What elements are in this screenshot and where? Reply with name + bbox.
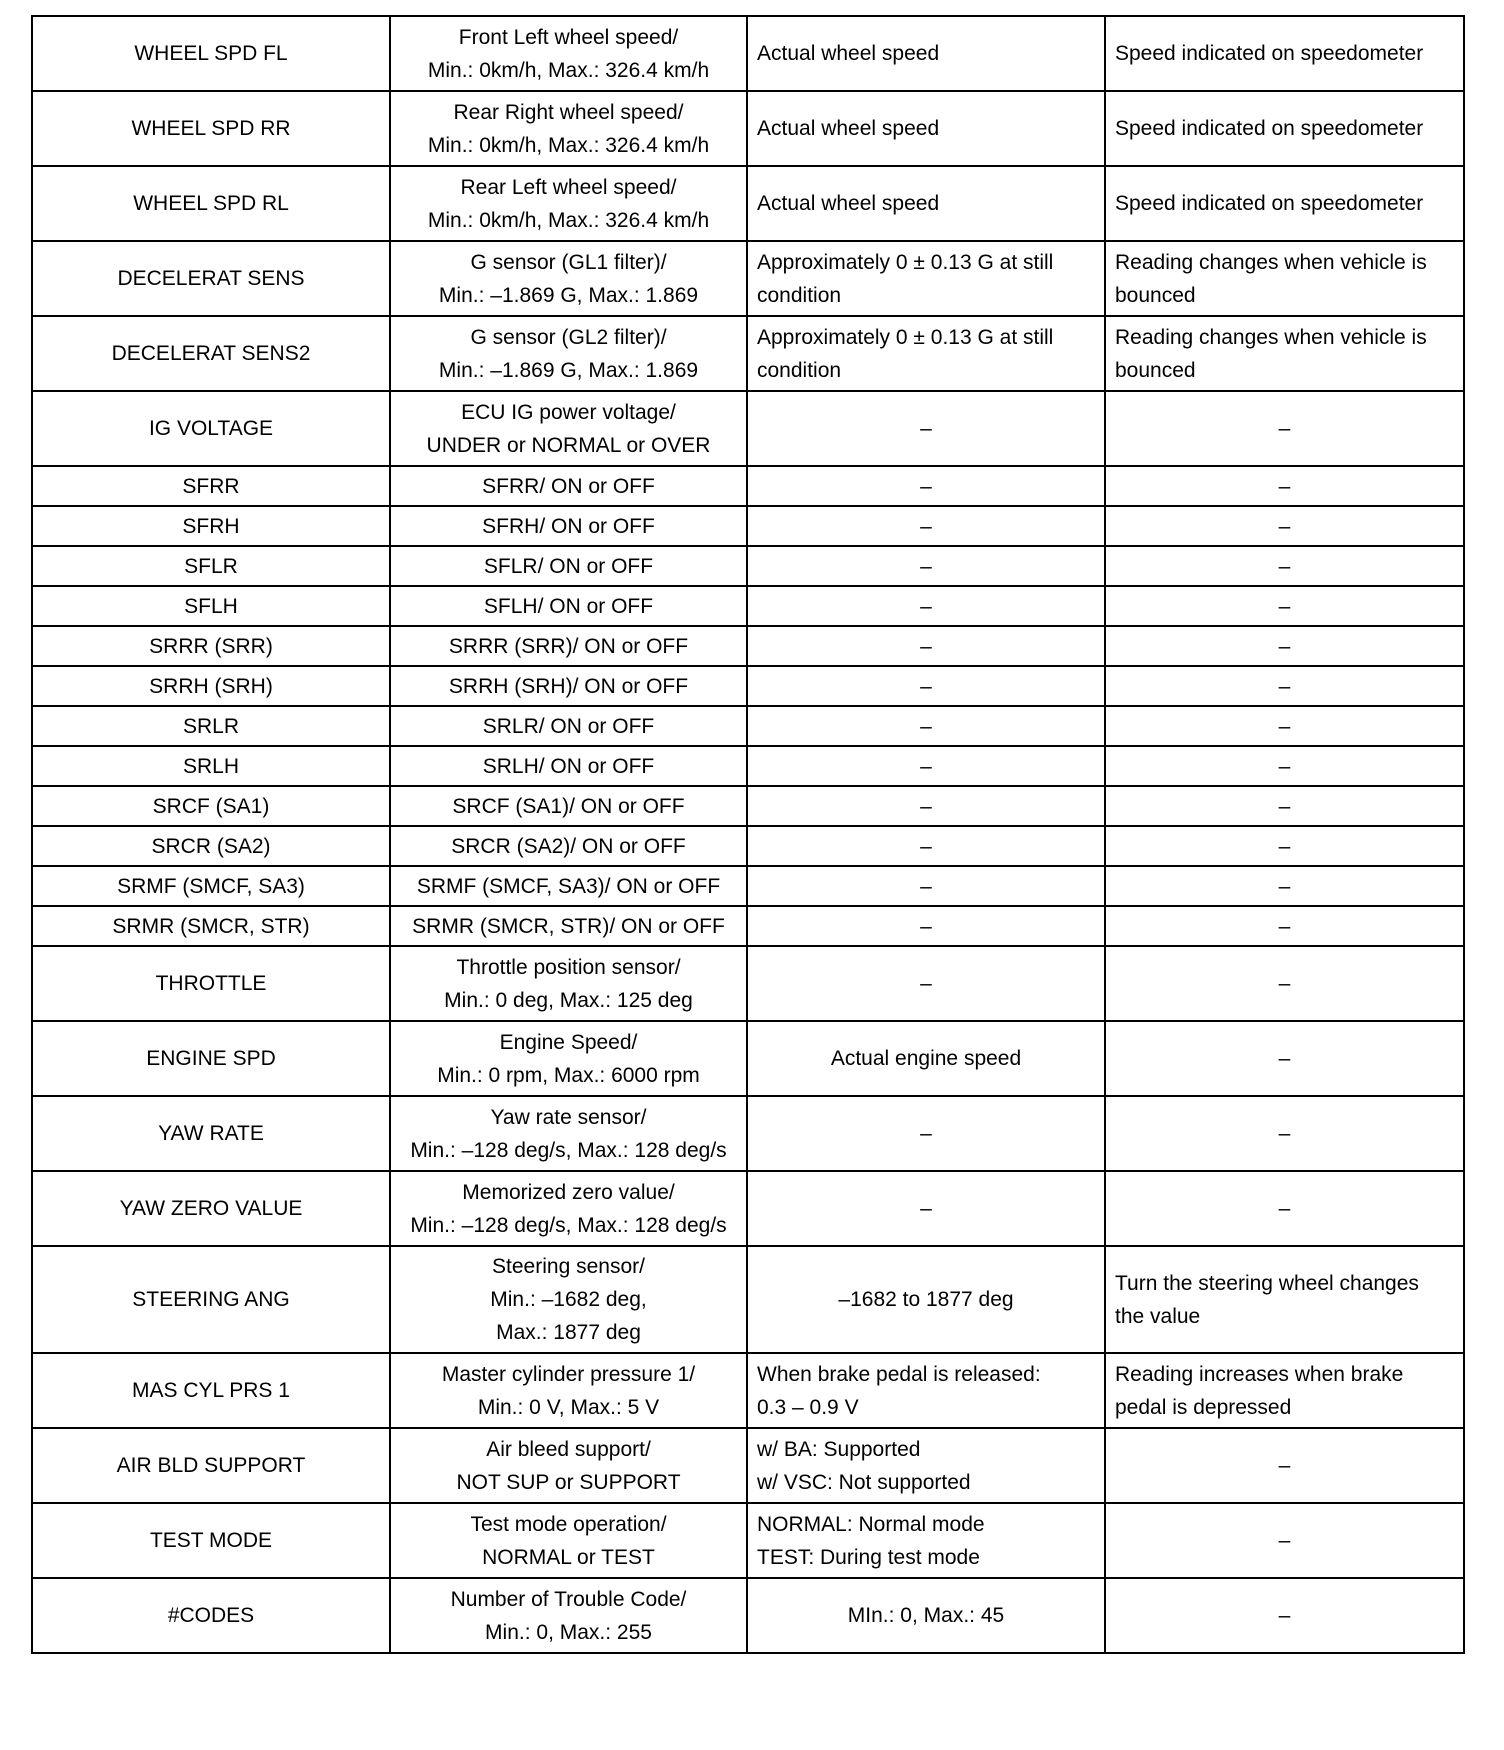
- diagnostic-note-cell-line: –: [1278, 514, 1291, 538]
- item-name-cell: SRCF (SA1): [32, 786, 390, 826]
- diagnostic-note-cell-line: Reading changes when vehicle is: [1115, 250, 1427, 274]
- diagnostic-note-cell-line: –: [1278, 794, 1291, 818]
- table-row: [32, 866, 1464, 906]
- normal-condition-cell-line: –: [920, 634, 932, 658]
- table-row: [32, 746, 1464, 786]
- range-cell-line: Master cylinder pressure 1/: [441, 1362, 696, 1386]
- item-name-cell: STEERING ANG: [32, 1246, 390, 1353]
- normal-condition-cell: [747, 546, 1105, 586]
- range-cell-line: Min.: –1.869 G, Max.: 1.869: [438, 283, 699, 307]
- normal-condition-cell: [747, 466, 1105, 506]
- range-cell: [390, 166, 747, 241]
- range-cell: [390, 786, 747, 826]
- normal-condition-cell-line: –: [920, 1197, 932, 1220]
- normal-condition-cell-line: –: [920, 417, 932, 440]
- table-row: [32, 1428, 1464, 1503]
- item-name-cell: IG VOLTAGE: [32, 391, 390, 466]
- normal-condition-cell-line: –: [920, 1122, 932, 1145]
- normal-condition-cell-line: –: [920, 594, 932, 618]
- diagnostic-note-cell-line: Speed indicated on speedometer: [1115, 117, 1424, 140]
- table-row: [32, 16, 1464, 91]
- range-cell-line: Engine Speed/: [499, 1030, 638, 1054]
- range-cell-line: Min.: 0km/h, Max.: 326.4 km/h: [427, 58, 710, 82]
- range-cell-line: SFLR/ ON or OFF: [483, 554, 654, 578]
- range-cell: [390, 626, 747, 666]
- range-cell-line: SRLR/ ON or OFF: [482, 714, 655, 738]
- diagnostic-note-cell: [1105, 1096, 1464, 1171]
- table-row: [32, 1503, 1464, 1578]
- normal-condition-cell: [747, 666, 1105, 706]
- normal-condition-cell: [747, 241, 1105, 316]
- range-cell: [390, 1246, 747, 1353]
- normal-condition-cell: [747, 1503, 1105, 1578]
- item-name-cell: WHEEL SPD RR: [32, 91, 390, 166]
- diagnostic-note-cell: [1105, 241, 1464, 316]
- table-row: [32, 586, 1464, 626]
- range-cell-line: SRRH (SRH)/ ON or OFF: [448, 674, 689, 698]
- diagnostic-note-cell: [1105, 866, 1464, 906]
- normal-condition-cell-line: –: [920, 794, 932, 818]
- normal-condition-cell: [747, 626, 1105, 666]
- table-row: [32, 906, 1464, 946]
- item-name-cell: SRMF (SMCF, SA3): [32, 866, 390, 906]
- diagnostic-note-cell-line: –: [1278, 1529, 1291, 1552]
- normal-condition-cell: [747, 866, 1105, 906]
- range-cell: [390, 1578, 747, 1653]
- range-cell: [390, 506, 747, 546]
- range-cell: [390, 1171, 747, 1246]
- normal-condition-cell: [747, 506, 1105, 546]
- diagnostic-note-cell-line: bounced: [1115, 358, 1196, 382]
- range-cell-line: Test mode operation/: [470, 1512, 667, 1536]
- diagnostic-note-cell: [1105, 166, 1464, 241]
- table-row: [32, 666, 1464, 706]
- table-row: [32, 391, 1464, 466]
- diagnostic-note-cell-line: Reading increases when brake: [1115, 1362, 1404, 1386]
- normal-condition-cell: [747, 1096, 1105, 1171]
- range-cell: [390, 826, 747, 866]
- item-name-cell: MAS CYL PRS 1: [32, 1353, 390, 1428]
- diagnostic-note-cell: [1105, 1578, 1464, 1653]
- range-cell-line: Min.: –128 deg/s, Max.: 128 deg/s: [410, 1138, 727, 1162]
- range-cell: [390, 586, 747, 626]
- table-row: [32, 546, 1464, 586]
- range-cell-line: Throttle position sensor/: [456, 955, 681, 979]
- normal-condition-cell: [747, 391, 1105, 466]
- diagnostic-note-cell-line: –: [1278, 1047, 1291, 1070]
- normal-condition-cell-line: –: [920, 554, 932, 578]
- item-name-cell: TEST MODE: [32, 1503, 390, 1578]
- diagnostic-note-cell: [1105, 946, 1464, 1021]
- range-cell-line: Min.: 0km/h, Max.: 326.4 km/h: [427, 133, 710, 157]
- diagnostic-note-cell: [1105, 546, 1464, 586]
- item-name-cell: YAW ZERO VALUE: [32, 1171, 390, 1246]
- normal-condition-cell-line: MIn.: 0, Max.: 45: [847, 1604, 1005, 1627]
- range-cell-line: Min.: 0 V, Max.: 5 V: [477, 1395, 660, 1419]
- item-name-cell: SRMR (SMCR, STR): [32, 906, 390, 946]
- normal-condition-cell: [747, 706, 1105, 746]
- table-row: [32, 946, 1464, 1021]
- normal-condition-cell-line: –1682 to 1877 deg: [838, 1288, 1014, 1311]
- diagnostic-note-cell-line: –: [1278, 754, 1291, 778]
- diagnostic-note-cell: [1105, 666, 1464, 706]
- diagnostic-note-cell-line: Reading changes when vehicle is: [1115, 325, 1427, 349]
- diagnostic-note-cell: [1105, 586, 1464, 626]
- diagnostic-note-cell: [1105, 826, 1464, 866]
- diagnostic-note-cell-line: Speed indicated on speedometer: [1115, 192, 1424, 215]
- range-cell: [390, 946, 747, 1021]
- range-cell-line: G sensor (GL1 filter)/: [470, 250, 667, 274]
- normal-condition-cell: [747, 16, 1105, 91]
- range-cell-line: Number of Trouble Code/: [450, 1587, 687, 1611]
- normal-condition-cell-line: –: [920, 972, 932, 995]
- table-row: [32, 166, 1464, 241]
- item-name-cell: WHEEL SPD FL: [32, 16, 390, 91]
- normal-condition-cell-line: –: [920, 674, 932, 698]
- range-cell-line: Min.: –1.869 G, Max.: 1.869: [438, 358, 699, 382]
- item-name-cell: YAW RATE: [32, 1096, 390, 1171]
- diagnostic-note-cell: [1105, 91, 1464, 166]
- diagnostic-note-cell-line: the value: [1115, 1304, 1201, 1328]
- normal-condition-cell-line: –: [920, 874, 932, 898]
- diagnostic-note-cell-line: –: [1278, 914, 1291, 938]
- table-row: [32, 316, 1464, 391]
- range-cell-line: ECU IG power voltage/: [461, 400, 676, 424]
- range-cell: [390, 866, 747, 906]
- table-row: [32, 241, 1464, 316]
- normal-condition-cell: [747, 316, 1105, 391]
- range-cell: [390, 1353, 747, 1428]
- normal-condition-cell: [747, 826, 1105, 866]
- range-cell-line: Min.: 0, Max.: 255: [485, 1620, 652, 1644]
- range-cell-line: SRLH/ ON or OFF: [482, 754, 655, 778]
- table-row: [32, 706, 1464, 746]
- range-cell: [390, 16, 747, 91]
- normal-condition-cell: [747, 166, 1105, 241]
- diagnostic-note-cell-line: –: [1278, 1454, 1291, 1477]
- diagnostic-note-cell: [1105, 1428, 1464, 1503]
- diagnostic-note-cell: [1105, 391, 1464, 466]
- normal-condition-cell: [747, 1021, 1105, 1096]
- normal-condition-cell-line: w/ VSC: Not supported: [757, 1470, 971, 1494]
- item-name-cell: SFRH: [32, 506, 390, 546]
- table-row: [32, 1246, 1464, 1353]
- range-cell-line: Rear Right wheel speed/: [453, 100, 684, 124]
- diagnostic-note-cell-line: –: [1278, 417, 1291, 440]
- normal-condition-cell: [747, 906, 1105, 946]
- range-cell-line: Max.: 1877 deg: [496, 1321, 641, 1344]
- normal-condition-cell-line: 0.3 – 0.9 V: [757, 1395, 859, 1419]
- normal-condition-cell: [747, 1171, 1105, 1246]
- normal-condition-cell-line: Actual wheel speed: [757, 192, 940, 215]
- item-name-cell: SFLR: [32, 546, 390, 586]
- range-cell-line: NOT SUP or SUPPORT: [456, 1470, 681, 1494]
- diagnostic-note-cell-line: pedal is depressed: [1115, 1395, 1292, 1419]
- item-name-cell: SRCR (SA2): [32, 826, 390, 866]
- normal-condition-cell-line: When brake pedal is released:: [757, 1362, 1041, 1386]
- range-cell: [390, 391, 747, 466]
- normal-condition-cell-line: –: [920, 714, 932, 738]
- diagnostic-note-cell: [1105, 16, 1464, 91]
- diagnostic-note-cell-line: bounced: [1115, 283, 1196, 307]
- diagnostic-note-cell-line: –: [1278, 1604, 1291, 1627]
- table-row: [32, 1578, 1464, 1653]
- range-cell: [390, 91, 747, 166]
- normal-condition-cell: [747, 946, 1105, 1021]
- diagnostic-note-cell-line: –: [1278, 834, 1291, 858]
- range-cell-line: SRCF (SA1)/ ON or OFF: [452, 794, 685, 818]
- item-name-cell: ENGINE SPD: [32, 1021, 390, 1096]
- normal-condition-cell: [747, 746, 1105, 786]
- item-name-cell: SRRR (SRR): [32, 626, 390, 666]
- range-cell-line: Min.: 0km/h, Max.: 326.4 km/h: [427, 208, 710, 232]
- diagnostic-note-cell-line: –: [1278, 874, 1291, 898]
- range-cell-line: Rear Left wheel speed/: [460, 175, 677, 199]
- range-cell-line: SFRH/ ON or OFF: [482, 514, 655, 538]
- item-name-cell: #CODES: [32, 1578, 390, 1653]
- table-row: [32, 506, 1464, 546]
- normal-condition-cell-line: –: [920, 514, 932, 538]
- item-name-cell: THROTTLE: [32, 946, 390, 1021]
- normal-condition-cell: [747, 586, 1105, 626]
- normal-condition-cell-line: Approximately 0 ± 0.13 G at still: [757, 325, 1054, 349]
- item-name-cell: WHEEL SPD RL: [32, 166, 390, 241]
- range-cell-line: Yaw rate sensor/: [490, 1105, 647, 1129]
- range-cell: [390, 1503, 747, 1578]
- range-cell-line: NORMAL or TEST: [482, 1545, 655, 1569]
- diagnostic-note-cell-line: –: [1278, 594, 1291, 618]
- range-cell-line: Front Left wheel speed/: [458, 25, 679, 49]
- range-cell-line: SRCR (SA2)/ ON or OFF: [451, 834, 686, 858]
- item-name-cell: SRLR: [32, 706, 390, 746]
- diagnostic-note-cell-line: –: [1278, 1122, 1291, 1145]
- diagnostic-note-cell: [1105, 506, 1464, 546]
- normal-condition-cell-line: –: [920, 914, 932, 938]
- diagnostic-note-cell-line: –: [1278, 634, 1291, 658]
- item-name-cell: SRRH (SRH): [32, 666, 390, 706]
- normal-condition-cell-line: –: [920, 754, 932, 778]
- diagnostic-note-cell: [1105, 466, 1464, 506]
- diagnostic-note-cell: [1105, 1503, 1464, 1578]
- diagnostic-note-cell: [1105, 706, 1464, 746]
- diagnostic-note-cell: [1105, 1353, 1464, 1428]
- normal-condition-cell-line: Actual engine speed: [830, 1047, 1022, 1070]
- range-cell: [390, 1428, 747, 1503]
- data-list-body: [32, 16, 1464, 1653]
- range-cell-line: Min.: –1682 deg,: [490, 1288, 647, 1311]
- table-row: [32, 1021, 1464, 1096]
- diagnostic-note-cell: [1105, 906, 1464, 946]
- range-cell-line: SRMF (SMCF, SA3)/ ON or OFF: [416, 874, 721, 898]
- range-cell: [390, 1096, 747, 1171]
- normal-condition-cell: [747, 1246, 1105, 1353]
- range-cell-line: Min.: 0 rpm, Max.: 6000 rpm: [437, 1063, 700, 1087]
- range-cell-line: SFLH/ ON or OFF: [483, 594, 654, 618]
- item-name-cell: SRLH: [32, 746, 390, 786]
- range-cell: [390, 316, 747, 391]
- range-cell-line: Min.: 0 deg, Max.: 125 deg: [444, 988, 693, 1012]
- normal-condition-cell-line: Actual wheel speed: [757, 42, 940, 65]
- normal-condition-cell: [747, 1578, 1105, 1653]
- range-cell: [390, 746, 747, 786]
- table-row: [32, 786, 1464, 826]
- range-cell-line: SRMR (SMCR, STR)/ ON or OFF: [412, 914, 725, 938]
- table-row: [32, 1353, 1464, 1428]
- range-cell-line: UNDER or NORMAL or OVER: [426, 433, 711, 457]
- diagnostic-note-cell-line: –: [1278, 972, 1291, 995]
- range-cell: [390, 241, 747, 316]
- diagnostic-note-cell: [1105, 626, 1464, 666]
- item-name-cell: SFRR: [32, 466, 390, 506]
- normal-condition-cell-line: condition: [757, 283, 842, 307]
- normal-condition-cell-line: TEST: During test mode: [757, 1545, 980, 1569]
- diagnostic-note-cell-line: Speed indicated on speedometer: [1115, 42, 1424, 65]
- table-row: [32, 91, 1464, 166]
- range-cell-line: SRRR (SRR)/ ON or OFF: [448, 634, 689, 658]
- normal-condition-cell-line: Actual wheel speed: [757, 117, 940, 140]
- diagnostic-note-cell: [1105, 316, 1464, 391]
- diagnostic-note-cell-line: –: [1278, 1197, 1291, 1220]
- range-cell: [390, 466, 747, 506]
- diagnostic-note-cell-line: –: [1278, 554, 1291, 578]
- normal-condition-cell-line: –: [920, 834, 932, 858]
- diagnostic-note-cell-line: Turn the steering wheel changes: [1115, 1271, 1419, 1295]
- range-cell: [390, 1021, 747, 1096]
- normal-condition-cell: [747, 1428, 1105, 1503]
- range-cell-line: Memorized zero value/: [462, 1180, 675, 1204]
- diagnostic-note-cell-line: –: [1278, 714, 1291, 738]
- table-row: [32, 826, 1464, 866]
- item-name-cell: DECELERAT SENS2: [32, 316, 390, 391]
- range-cell-line: SFRR/ ON or OFF: [482, 474, 655, 498]
- diagnostic-note-cell: [1105, 786, 1464, 826]
- item-name-cell: AIR BLD SUPPORT: [32, 1428, 390, 1503]
- range-cell-line: G sensor (GL2 filter)/: [470, 325, 667, 349]
- diagnostic-note-cell-line: –: [1278, 474, 1291, 498]
- item-name-cell: SFLH: [32, 586, 390, 626]
- normal-condition-cell: [747, 1353, 1105, 1428]
- range-cell: [390, 666, 747, 706]
- diagnostic-note-cell-line: –: [1278, 674, 1291, 698]
- table-row: [32, 626, 1464, 666]
- range-cell: [390, 706, 747, 746]
- normal-condition-cell-line: –: [920, 474, 932, 498]
- range-cell-line: Air bleed support/: [486, 1437, 651, 1461]
- range-cell: [390, 546, 747, 586]
- item-name-cell: DECELERAT SENS: [32, 241, 390, 316]
- normal-condition-cell-line: Approximately 0 ± 0.13 G at still: [757, 250, 1054, 274]
- range-cell-line: Steering sensor/: [492, 1255, 645, 1278]
- range-cell-line: Min.: –128 deg/s, Max.: 128 deg/s: [410, 1213, 727, 1237]
- data-list-table: [31, 15, 1465, 1654]
- normal-condition-cell-line: NORMAL: Normal mode: [757, 1512, 985, 1536]
- normal-condition-cell: [747, 786, 1105, 826]
- table-row: [32, 466, 1464, 506]
- diagnostic-note-cell: [1105, 746, 1464, 786]
- normal-condition-cell-line: condition: [757, 358, 842, 382]
- table-row: [32, 1171, 1464, 1246]
- normal-condition-cell-line: w/ BA: Supported: [757, 1437, 921, 1461]
- diagnostic-note-cell: [1105, 1246, 1464, 1353]
- diagnostic-note-cell: [1105, 1021, 1464, 1096]
- range-cell: [390, 906, 747, 946]
- normal-condition-cell: [747, 91, 1105, 166]
- diagnostic-note-cell: [1105, 1171, 1464, 1246]
- table-row: [32, 1096, 1464, 1171]
